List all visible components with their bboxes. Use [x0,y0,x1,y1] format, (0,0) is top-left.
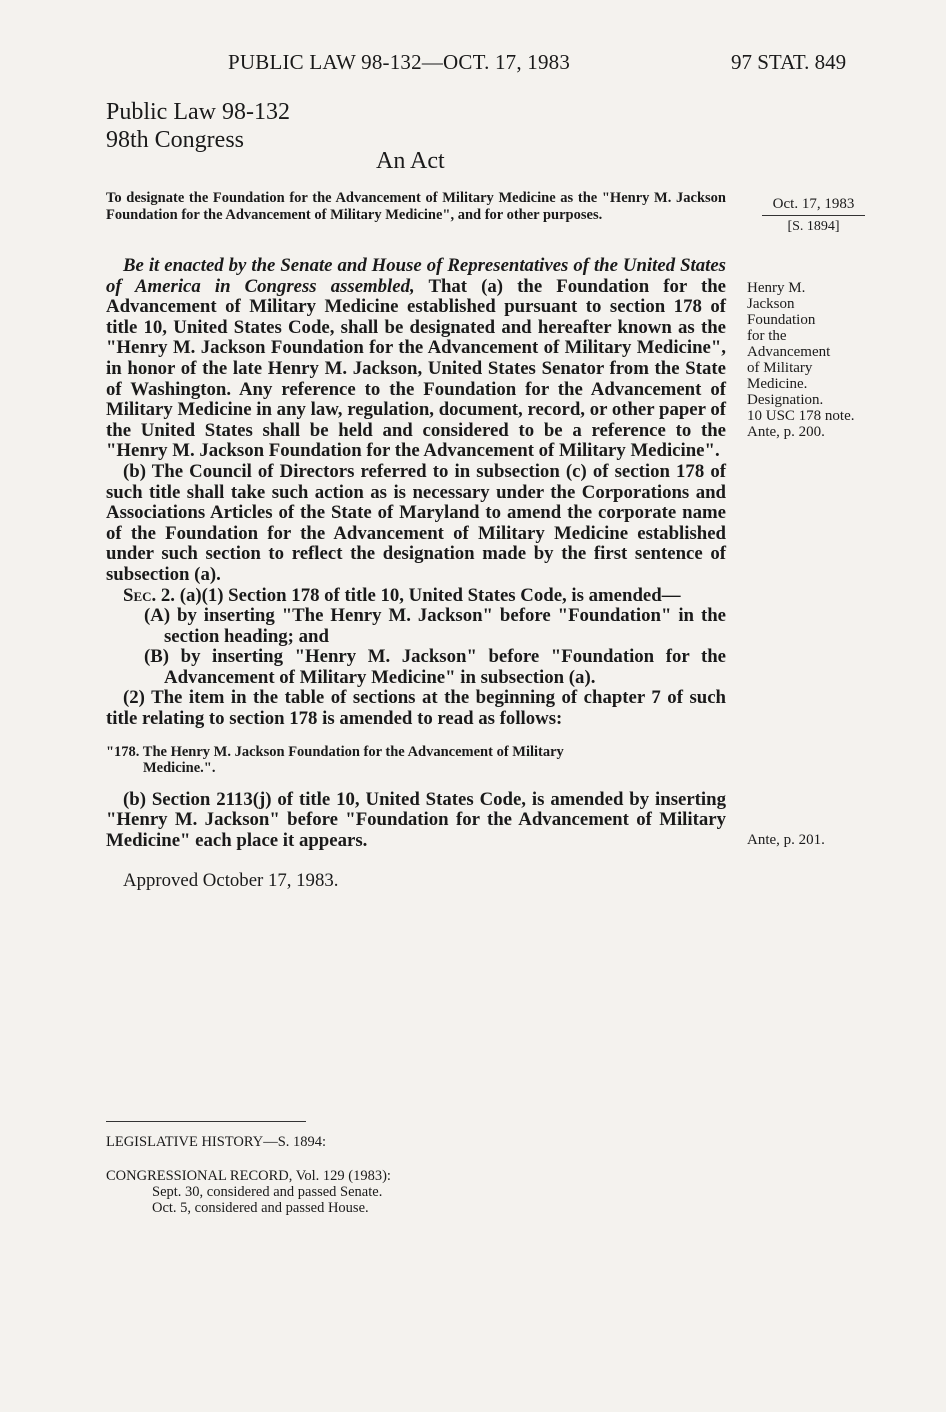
sidebar-note: Jackson [747,296,795,312]
section-1-paragraph-a [106,256,726,462]
statutes-reference: 97 STAT. 849 [731,50,847,74]
quoted-table-entry [106,744,726,776]
section-2-intro [106,586,726,607]
sidebar-ante-note: Ante, p. 200. [747,424,825,440]
sidebar-note: Advancement [747,344,831,360]
section-2-paragraph-b: (b) Section 2113(j) of title 10, United States Code, is amended by inserting "Henry M. Jackson" before "Foundation for the Advancement of Military Medicine" each place it appears. [106,788,726,851]
congressional-record [106,1168,391,1216]
sidebar-note: Henry M. [747,280,806,296]
history-item: Oct. 5, considered and passed House. [152,1200,369,1216]
public-law-number: Public Law 98-132 [106,99,290,125]
section-1-a-text: That (a) the Foundation for the Advancement of Military Medicine established pursuant to section 178 of title 10, United States Code, shall be designated and hereafter known as the "Henry M. Jackson Foundation for the Advancement of Military Medicine", in honor of the late Henry M. Jackson, United States Senator from the State of Washington. Any reference to the Foundation for the Advancement of Military Medicine in any law, regulation, document, record, or other paper of the United States shall be held and considered to be a reference to the "Henry M. Jackson Foundation for the Advancement of Military Medicine". [106,275,726,462]
congressional-record-heading: CONGRESSIONAL RECORD, Vol. 129 (1983): [106,1168,391,1184]
congress-label: 98th Congress [106,127,244,153]
sidebar-ante-note-2: Ante, p. 201. [747,832,825,848]
section-1-paragraph-b: (b) The Council of Directors referred to in subsection (c) of section 178 of such title shall take such action as is necessary under the Corporations and Associations Articles of the State of Maryland to amend the corporate name of the Foundation for the Advancement of Military Medicine established under such section to reflect the designation made by the first sentence of subsection (a). [106,460,726,585]
sidebar-notes [747,280,907,440]
sidebar-note: Designation. [747,392,824,408]
enacting-clause: Be it enacted by the Senate and House of Representatives of the United States of America in Congress assembled, [106,255,726,297]
statute-body [106,256,726,892]
long-title: To designate the Foundation for the Advancement of Military Medicine as the "Henry M. Jackson Foundation for the Advancement of Military Medicine", and for other purposes. [106,190,726,223]
section-2-clause-A: (A) by inserting "The Henry M. Jackson" before "Foundation" in the section heading; and [144,605,726,647]
sidebar-note: for the [747,328,787,344]
legislative-history-title: LEGISLATIVE HISTORY—S. 1894: [106,1134,327,1150]
quoted-entry-line-1: "178. The Henry M. Jackson Foundation for the Advancement of Military [106,743,564,760]
section-2-label: Sec. 2. [123,584,175,606]
sidebar-note: Foundation [747,312,816,328]
approval-date: Approved October 17, 1983. [123,870,339,892]
section-2-clause-B: (B) by inserting "Henry M. Jackson" before "Foundation for the Advancement of Military Medicine" in subsection (a). [144,646,726,688]
section-2-paragraph-2: (2) The item in the table of sections at the beginning of chapter 7 of such title relating to section 178 is amended to read as follows: [106,687,726,730]
sidebar-bill-number: [S. 1894] [787,219,840,234]
quoted-entry-line-2: Medicine.". [143,759,216,776]
sidebar-note: 10 USC 178 note. [747,408,855,424]
running-head: PUBLIC LAW 98-132—OCT. 17, 1983 [228,50,571,74]
history-divider [106,1121,306,1122]
sidebar-note: of Military [747,360,813,376]
history-item: Sept. 30, considered and passed Senate. [152,1184,383,1200]
act-title: An Act [376,148,445,174]
sidebar-date: Oct. 17, 1983 [762,196,865,216]
sidebar-note: Medicine. [747,376,808,392]
section-2-intro-text: (a)(1) Section 178 of title 10, United States Code, is amended— [179,584,681,606]
